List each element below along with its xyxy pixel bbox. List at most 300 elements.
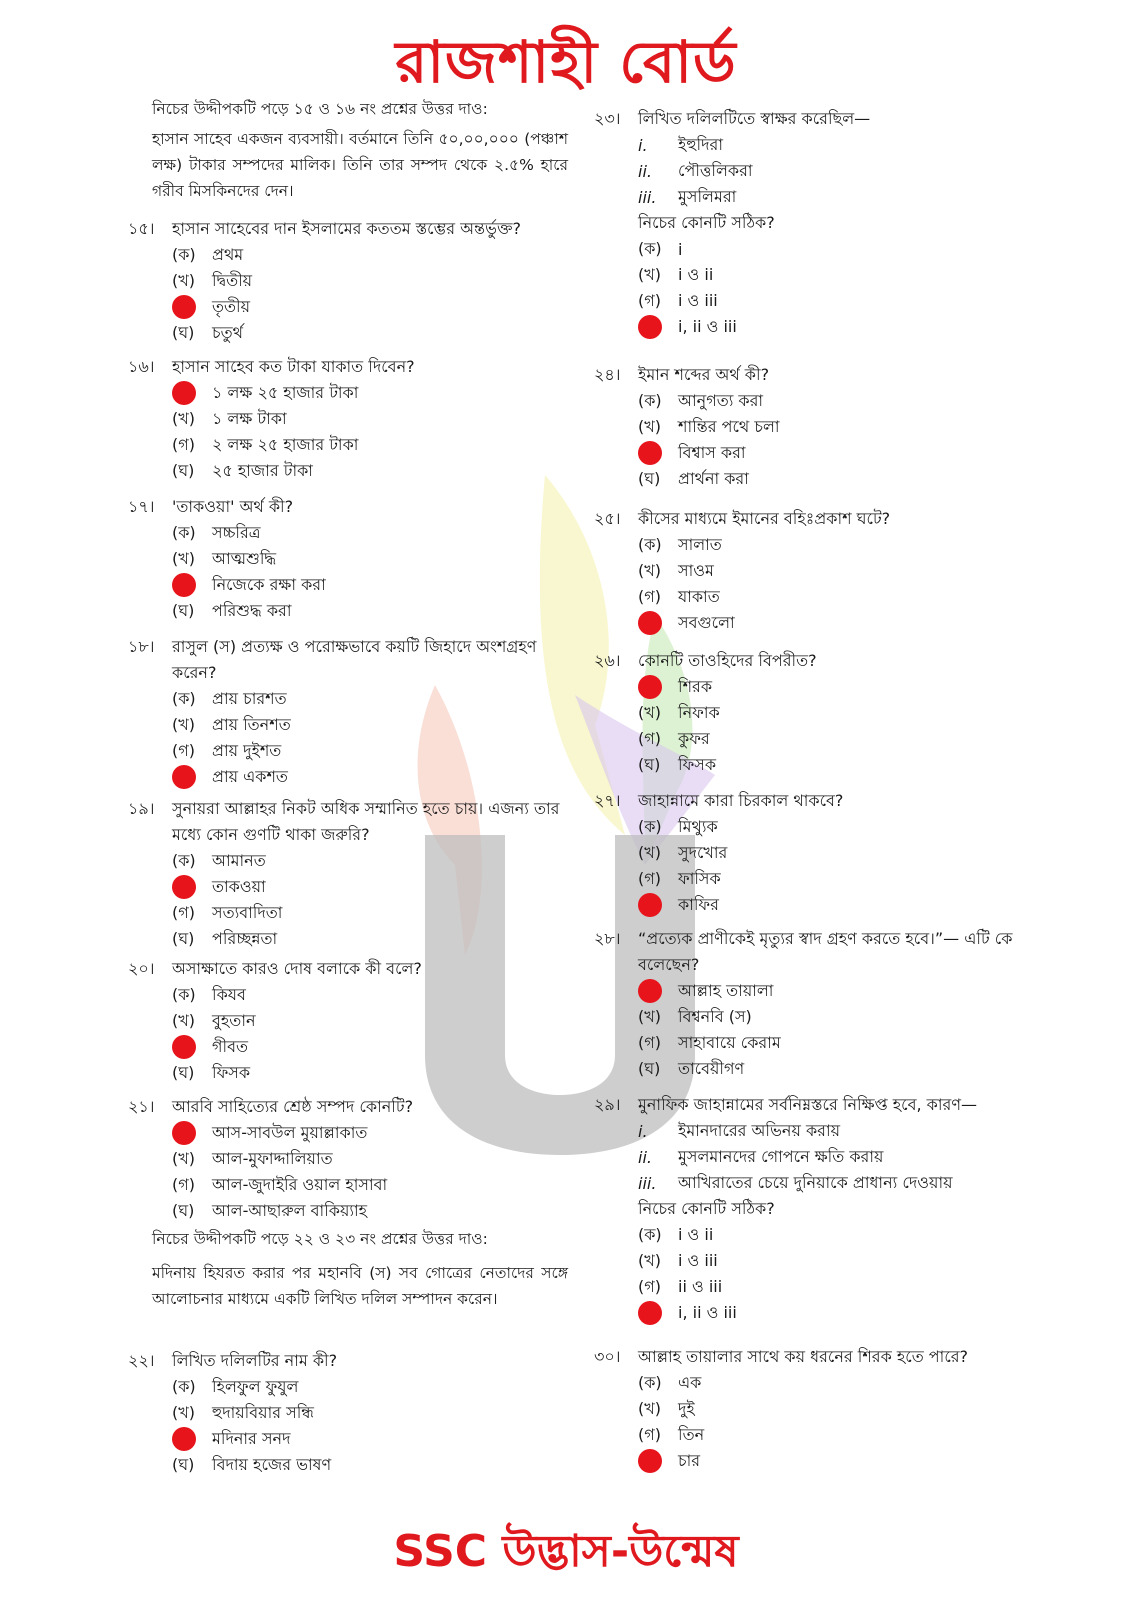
option-label: (গ) <box>638 586 661 606</box>
option-label: (ঘ) <box>172 1062 195 1082</box>
option-list <box>594 674 1024 778</box>
answer-option <box>172 900 568 926</box>
option-label: (ঘ) <box>172 322 195 342</box>
option-label: (গ) <box>172 902 195 922</box>
option-label: (খ) <box>638 264 661 284</box>
answer-option <box>172 1198 568 1224</box>
correct-answer-marker-icon <box>172 381 212 405</box>
question-stem <box>128 1348 568 1374</box>
option-label: (ক) <box>172 244 196 264</box>
stimulus-2 <box>128 1226 568 1312</box>
option-label: (গ) <box>638 290 661 310</box>
option-list <box>128 1120 568 1224</box>
option-text: তিন <box>678 1424 705 1444</box>
answer-option <box>172 598 568 624</box>
answer-option <box>638 1056 1024 1082</box>
option-text: সচ্চরিত্র <box>212 522 261 542</box>
question-number: ২৮। <box>594 929 621 948</box>
option-label: (খ) <box>172 408 195 428</box>
option-text: আল্লাহ তায়ালা <box>678 980 774 1000</box>
question-16 <box>128 354 568 484</box>
statement-number: i. <box>638 1121 648 1141</box>
option-label: (খ) <box>172 548 195 568</box>
question-text: আল্লাহ তায়ালার সাথে কয় ধরনের শিরক হতে পারে? <box>638 1347 969 1366</box>
correct-answer-marker-icon <box>638 893 678 917</box>
statement-text: আখিরাতের চেয়ে দুনিয়াকে প্রাধান্য দেওয়ায় <box>678 1172 953 1192</box>
option-text: কাফির <box>678 894 719 914</box>
answer-option <box>172 1120 568 1146</box>
option-label: (ঘ) <box>172 600 195 620</box>
answer-option <box>172 294 568 320</box>
question-stem <box>594 1092 1024 1118</box>
answer-option <box>638 674 1024 700</box>
question-text: জাহান্নামে কারা চিরকাল থাকবে? <box>638 791 844 810</box>
statement-text: মুসলমানদের গোপনে ক্ষতি করায় <box>678 1146 884 1166</box>
answer-option <box>172 686 568 712</box>
option-label: (খ) <box>638 1398 661 1418</box>
question-20 <box>128 956 568 1086</box>
correct-answer-marker-icon <box>172 573 212 597</box>
statement-list <box>594 132 1024 210</box>
answer-option <box>172 1008 568 1034</box>
answer-option <box>638 1370 1024 1396</box>
option-list <box>594 532 1024 636</box>
correct-answer-marker-icon <box>638 441 678 465</box>
question-text: হাসান সাহেব কত টাকা যাকাত দিবেন? <box>172 357 415 376</box>
option-text: সবগুলো <box>678 612 735 632</box>
option-text: প্রথম <box>212 244 244 264</box>
answer-option <box>638 1274 1024 1300</box>
correct-answer-marker-icon <box>172 875 212 899</box>
question-18 <box>128 634 568 790</box>
option-text: i ও ii <box>678 1224 714 1244</box>
answer-option <box>638 1448 1024 1474</box>
answer-option <box>638 414 1024 440</box>
option-label: (গ) <box>172 1174 195 1194</box>
option-label: (খ) <box>172 1402 195 1422</box>
option-text: i ও iii <box>678 1250 718 1270</box>
statement-text: ইমানদারের অভিনয় করায় <box>678 1120 841 1140</box>
option-list <box>128 1374 568 1478</box>
option-label: (খ) <box>638 1006 661 1026</box>
correct-answer-marker-icon <box>172 1427 212 1451</box>
answer-option <box>172 458 568 484</box>
question-number: ২৫। <box>594 509 621 528</box>
answer-option <box>638 288 1024 314</box>
answer-option <box>638 752 1024 778</box>
option-text: পরিচ্ছন্নতা <box>212 928 278 948</box>
option-label: (ক) <box>638 816 662 836</box>
question-number: ১৫। <box>128 219 155 238</box>
option-text: i <box>678 239 683 259</box>
question-stem <box>128 634 568 686</box>
option-label: (গ) <box>172 740 195 760</box>
option-label: (ঘ) <box>172 1454 195 1474</box>
option-label: (খ) <box>638 702 661 722</box>
correct-answer-marker-icon <box>172 765 212 789</box>
correct-answer-marker-icon <box>638 1449 678 1473</box>
option-text: গীবত <box>212 1036 248 1056</box>
option-list <box>128 242 568 346</box>
answer-option <box>172 874 568 900</box>
option-label: (ঘ) <box>172 928 195 948</box>
option-label: (ক) <box>172 688 196 708</box>
option-text: ১ লক্ষ টাকা <box>212 408 287 428</box>
question-ask: নিচের কোনটি সঠিক? <box>638 213 775 232</box>
option-list <box>594 814 1024 918</box>
option-text: প্রায় দুইশত <box>212 740 282 760</box>
statement-number: ii. <box>638 161 652 181</box>
question-text: মুনাফিক জাহান্নামের সর্বনিম্নস্তরে নিক্ষিপ্ত হবে, কারণ— <box>638 1095 977 1114</box>
option-text: আস-সাবউল মুয়াল্লাকাত <box>212 1122 368 1142</box>
question-text: লিখিত দলিলটির নাম কী? <box>172 1351 338 1370</box>
question-text: অসাক্ষাতে কারও দোষ বলাকে কী বলে? <box>172 959 422 978</box>
question-text: কোনটি তাওহিদের বিপরীত? <box>638 651 817 670</box>
question-stem <box>128 216 568 242</box>
question-number: ১৬। <box>128 357 155 376</box>
option-text: আমানত <box>212 850 266 870</box>
option-list <box>594 978 1024 1082</box>
option-text: শান্তির পথে চলা <box>678 416 780 436</box>
statement-number: i. <box>638 135 648 155</box>
question-number: ১৮। <box>128 637 155 656</box>
question-text: লিখিত দলিলটিতে স্বাক্ষর করেছিল— <box>638 109 871 128</box>
option-label: (ক) <box>172 984 196 1004</box>
option-label: (খ) <box>172 1148 195 1168</box>
option-list <box>594 388 1024 492</box>
option-label: (ক) <box>638 534 662 554</box>
statement-text: ইহুদিরা <box>678 134 723 154</box>
option-list <box>128 520 568 624</box>
question-stem <box>594 788 1024 814</box>
option-text: হিলফুল ফুযুল <box>212 1376 299 1396</box>
statement-text: মুসলিমরা <box>678 186 737 206</box>
statement-item <box>638 132 1024 158</box>
answer-option <box>638 236 1024 262</box>
question-number: ১৭। <box>128 497 155 516</box>
question-26 <box>594 648 1024 778</box>
question-stem <box>594 926 1024 978</box>
correct-answer-marker-icon <box>638 675 678 699</box>
option-text: তৃতীয় <box>212 296 251 316</box>
answer-option <box>172 982 568 1008</box>
option-text: প্রার্থনা করা <box>678 468 749 488</box>
page-title: রাজশাহী বোর্ড <box>395 28 737 96</box>
question-text: সুনায়রা আল্লাহর নিকট অধিক সম্মানিত হতে চায়। এজন্য তার মধ্যে কোন গুণটি থাকা জরুরি? <box>172 799 560 844</box>
correct-answer-marker-icon <box>638 611 678 635</box>
answer-option <box>638 1004 1024 1030</box>
option-text: সুদখোর <box>678 842 728 862</box>
statement-list <box>594 1118 1024 1196</box>
option-label: (খ) <box>172 270 195 290</box>
answer-option <box>172 380 568 406</box>
option-label: (খ) <box>638 416 661 436</box>
option-text: এক <box>678 1372 702 1392</box>
option-label: (খ) <box>172 714 195 734</box>
correct-answer-marker-icon <box>638 315 678 339</box>
statement-number: ii. <box>638 1147 652 1167</box>
option-text: নিফাক <box>678 702 720 722</box>
question-stem <box>128 354 568 380</box>
question-17 <box>128 494 568 624</box>
answer-option <box>638 1396 1024 1422</box>
option-text: আল-জুদাইরি ওয়াল হাসাবা <box>212 1174 388 1194</box>
option-text: ফিসক <box>678 754 717 774</box>
answer-option <box>638 1422 1024 1448</box>
answer-option <box>638 892 1024 918</box>
correct-answer-marker-icon <box>638 1301 678 1325</box>
option-list <box>594 1222 1024 1326</box>
question-number: ২১। <box>128 1097 155 1116</box>
question-stem <box>128 494 568 520</box>
question-number: ৩০। <box>594 1347 621 1366</box>
answer-option <box>172 764 568 790</box>
option-label: (ক) <box>638 1372 662 1392</box>
option-text: বুহতান <box>212 1010 256 1030</box>
option-label: (ক) <box>638 238 662 258</box>
option-text: কিযব <box>212 984 246 1004</box>
answer-option <box>638 978 1024 1004</box>
answer-option <box>172 406 568 432</box>
answer-option <box>172 520 568 546</box>
question-number: ২৪। <box>594 365 621 384</box>
option-list <box>128 982 568 1086</box>
answer-option <box>172 738 568 764</box>
option-label: (ক) <box>172 850 196 870</box>
option-label: (ক) <box>638 390 662 410</box>
option-label: (গ) <box>638 1032 661 1052</box>
option-text: মিথ্যুক <box>678 816 718 836</box>
answer-option <box>172 1060 568 1086</box>
option-text: আল-মুফাদ্দালিয়াত <box>212 1148 333 1168</box>
option-text: নিজেকে রক্ষা করা <box>212 574 326 594</box>
answer-option <box>172 1172 568 1198</box>
option-list <box>594 1370 1024 1474</box>
question-stem <box>594 506 1024 532</box>
correct-answer-marker-icon <box>172 1121 212 1145</box>
question-stem <box>128 1094 568 1120</box>
question-number: ১৯। <box>128 799 155 818</box>
statement-item <box>638 158 1024 184</box>
option-text: মদিনার সনদ <box>212 1428 291 1448</box>
answer-option <box>638 440 1024 466</box>
question-22 <box>128 1348 568 1478</box>
option-label: (খ) <box>172 1010 195 1030</box>
option-label: (গ) <box>638 868 661 888</box>
question-stem <box>594 362 1024 388</box>
statement-item <box>638 1144 1024 1170</box>
option-list <box>128 380 568 484</box>
option-label: (ঘ) <box>638 1058 661 1078</box>
answer-option <box>638 584 1024 610</box>
question-stem <box>128 956 568 982</box>
option-text: বিশ্বনবি (স) <box>678 1006 752 1026</box>
option-text: দুই <box>678 1398 695 1418</box>
option-label: (গ) <box>638 1424 661 1444</box>
statement-item <box>638 1118 1024 1144</box>
answer-option <box>172 1034 568 1060</box>
question-number: ২৭। <box>594 791 621 810</box>
answer-option <box>172 848 568 874</box>
question-number: ২২। <box>128 1351 155 1370</box>
option-text: শিরক <box>678 676 713 696</box>
statement-number: iii. <box>638 1173 657 1193</box>
answer-option <box>638 700 1024 726</box>
question-stem <box>128 796 568 848</box>
answer-option <box>172 1400 568 1426</box>
option-text: i ও ii <box>678 264 714 284</box>
answer-option <box>172 1452 568 1478</box>
option-text: হুদায়বিয়ার সন্ধি <box>212 1402 314 1422</box>
answer-option <box>172 1426 568 1452</box>
option-label: (ঘ) <box>172 1200 195 1220</box>
answer-option <box>172 242 568 268</box>
footer-brand: SSC উদ্ভাস-উন্মেষ <box>393 1526 739 1577</box>
option-label: (ঘ) <box>638 754 661 774</box>
option-text: বিশ্বাস করা <box>678 442 746 462</box>
option-text: ফিসক <box>212 1062 251 1082</box>
question-text: আরবি সাহিত্যের শ্রেষ্ঠ সম্পদ কোনটি? <box>172 1097 414 1116</box>
option-label: (খ) <box>638 560 661 580</box>
option-text: যাকাত <box>678 586 720 606</box>
answer-option <box>638 814 1024 840</box>
question-number: ২০। <box>128 959 155 978</box>
answer-option <box>172 712 568 738</box>
option-label: (খ) <box>638 1250 661 1270</box>
statement-text: পৌত্তলিকরা <box>678 160 753 180</box>
answer-option <box>638 532 1024 558</box>
question-stem <box>594 648 1024 674</box>
option-text: প্রায় চারশত <box>212 688 287 708</box>
question-21 <box>128 1094 568 1224</box>
option-list <box>128 848 568 952</box>
question-19 <box>128 796 568 952</box>
option-label: (ক) <box>172 1376 196 1396</box>
stimulus-2-heading: নিচের উদ্দীপকটি পড়ে ২২ ও ২৩ নং প্রশ্নের উত্তর দাও: <box>152 1230 488 1248</box>
question-number: ২৬। <box>594 651 621 670</box>
option-text: সত্যবাদিতা <box>212 902 283 922</box>
answer-option <box>172 432 568 458</box>
question-text: ইমান শব্দের অর্থ কী? <box>638 365 770 384</box>
answer-option <box>172 1146 568 1172</box>
answer-option <box>638 314 1024 340</box>
answer-option <box>638 262 1024 288</box>
answer-option <box>172 320 568 346</box>
option-text: ii ও iii <box>678 1276 723 1296</box>
question-24 <box>594 362 1024 492</box>
question-stem <box>594 1344 1024 1370</box>
answer-option <box>172 546 568 572</box>
question-number: ২৯। <box>594 1095 621 1114</box>
option-text: চতুর্থ <box>212 322 244 342</box>
option-text: তাবেয়ীগণ <box>678 1058 745 1078</box>
option-text: ২৫ হাজার টাকা <box>212 460 313 480</box>
question-28 <box>594 926 1024 1082</box>
question-text: “প্রত্যেক প্রাণীকেই মৃত্যুর স্বাদ গ্রহণ করতে হবে।”— এটি কে বলেছেন? <box>638 929 1013 974</box>
correct-answer-marker-icon <box>172 1035 212 1059</box>
option-text: ২ লক্ষ ২৫ হাজার টাকা <box>212 434 359 454</box>
option-text: প্রায় একশত <box>212 766 288 786</box>
correct-answer-marker-icon <box>172 295 212 319</box>
answer-option <box>638 726 1024 752</box>
option-text: প্রায় তিনশত <box>212 714 291 734</box>
answer-option <box>638 1222 1024 1248</box>
option-text: সাহাবায়ে কেরাম <box>678 1032 781 1052</box>
correct-answer-marker-icon <box>638 979 678 1003</box>
answer-option <box>638 1030 1024 1056</box>
option-label: (গ) <box>172 434 195 454</box>
question-29 <box>594 1092 1024 1326</box>
question-number: ২৩। <box>594 109 621 128</box>
question-25 <box>594 506 1024 636</box>
option-text: সালাত <box>678 534 722 554</box>
question-15 <box>128 216 568 346</box>
option-list <box>128 686 568 790</box>
option-label: (গ) <box>638 728 661 748</box>
option-label: (গ) <box>638 1276 661 1296</box>
option-list <box>594 236 1024 340</box>
option-label: (ঘ) <box>638 468 661 488</box>
statement-item <box>638 184 1024 210</box>
answer-option <box>172 572 568 598</box>
option-text: সাওম <box>678 560 714 580</box>
option-text: ১ লক্ষ ২৫ হাজার টাকা <box>212 382 359 402</box>
option-label: (ক) <box>638 1224 662 1244</box>
question-text: কীসের মাধ্যমে ইমানের বহিঃপ্রকাশ ঘটে? <box>638 509 891 528</box>
question-text: হাসান সাহেবের দান ইসলামের কততম স্তম্ভের অন্তর্ভুক্ত? <box>172 219 521 238</box>
answer-option <box>172 926 568 952</box>
answer-option <box>638 610 1024 636</box>
answer-option <box>638 466 1024 492</box>
option-label: (ক) <box>172 522 196 542</box>
option-text: i, ii ও iii <box>678 1302 737 1322</box>
question-23 <box>594 106 1024 340</box>
option-text: বিদায় হজের ভাষণ <box>212 1454 332 1474</box>
question-text: 'তাকওয়া' অর্থ কী? <box>172 497 294 516</box>
option-text: i ও iii <box>678 290 718 310</box>
answer-option <box>638 558 1024 584</box>
question-stem <box>594 106 1024 132</box>
question-text: রাসুল (স) প্রত্যক্ষ ও পরোক্ষভাবে কয়টি জিহাদে অংশগ্রহণ করেন? <box>172 637 537 682</box>
answer-option <box>172 1374 568 1400</box>
option-text: দ্বিতীয় <box>212 270 253 290</box>
option-text: আনুগত্য করা <box>678 390 764 410</box>
stimulus-2-text: মদিনায় হিযরত করার পর মহানবি (স) সব গোত্রের নেতাদের সঙ্গে আলোচনার মাধ্যমে একটি লিখিত দলিল সম্পাদন করেন। <box>152 1264 568 1308</box>
answer-option <box>638 388 1024 414</box>
statement-item <box>638 1170 1024 1196</box>
question-ask: নিচের কোনটি সঠিক? <box>638 1199 775 1218</box>
statement-number: iii. <box>638 187 657 207</box>
option-text: আত্মশুদ্ধি <box>212 548 277 568</box>
option-text: i, ii ও iii <box>678 316 737 336</box>
answer-option <box>172 268 568 294</box>
question-30 <box>594 1344 1024 1474</box>
option-text: চার <box>678 1450 701 1470</box>
stimulus-1-text: হাসান সাহেব একজন ব্যবসায়ী। বর্তমানে তিনি ৫০,০০,০০০ (পঞ্চাশ লক্ষ) টাকার সম্পদের মালিক। তিনি তার সম্পদ থেকে ২.৫% হারে গরীব মিসকিনদের দেন। <box>152 130 568 200</box>
answer-option <box>638 866 1024 892</box>
answer-option <box>638 1300 1024 1326</box>
option-text: পরিশুদ্ধ করা <box>212 600 292 620</box>
option-text: কুফর <box>678 728 710 748</box>
option-text: ফাসিক <box>678 868 721 888</box>
option-text: তাকওয়া <box>212 876 266 896</box>
question-27 <box>594 788 1024 918</box>
option-label: (খ) <box>638 842 661 862</box>
stimulus-1-heading: নিচের উদ্দীপকটি পড়ে ১৫ ও ১৬ নং প্রশ্নের উত্তর দাও: <box>152 100 488 118</box>
option-text: আল-আছারুল বাকিয়্যাহ <box>212 1200 368 1220</box>
answer-option <box>638 1248 1024 1274</box>
option-label: (ঘ) <box>172 460 195 480</box>
